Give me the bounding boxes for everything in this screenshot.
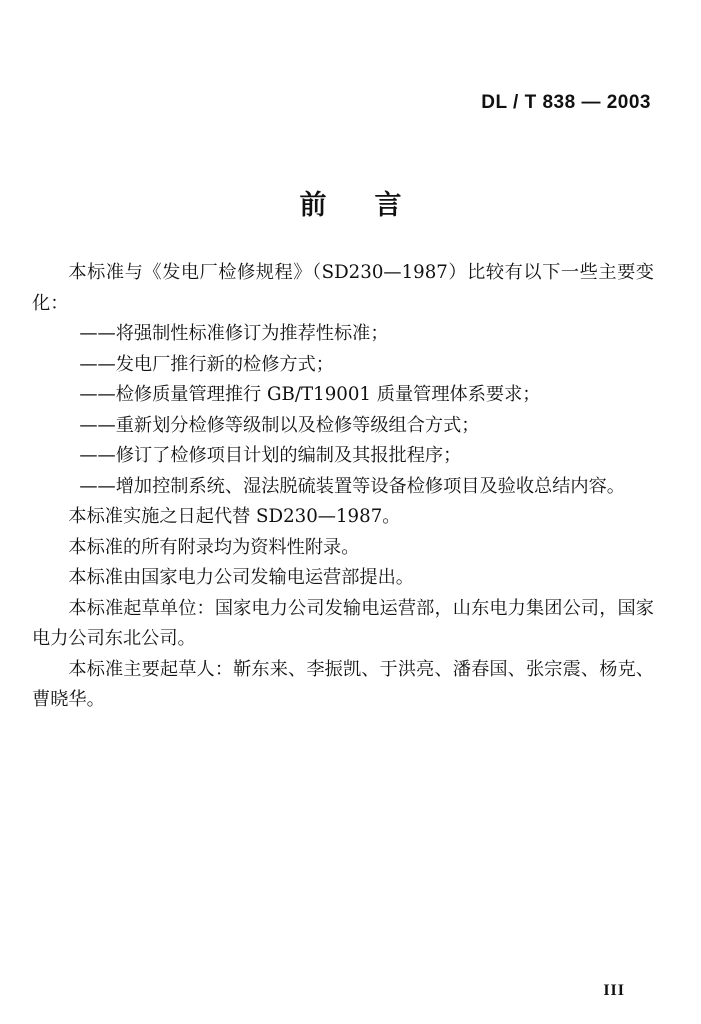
change-item: ——发电厂推行新的检修方式； bbox=[79, 353, 334, 375]
standard-code: DL / T 838 — 2003 bbox=[481, 92, 651, 113]
change-item: ——检修质量管理推行 GB/T19001 质量管理体系要求； bbox=[79, 384, 541, 405]
change-item: ——修订了检修项目计划的编制及其报批程序； bbox=[79, 445, 462, 466]
proposer-paragraph: 本标准由国家电力公司发输电运营部提出。 bbox=[68, 567, 414, 588]
change-item: ——将强制性标准修订为推荐性标准； bbox=[79, 323, 389, 344]
drafters-paragraph: 本标准主要起草人：靳东来、李振凯、于洪亮、潘春国、张宗震、杨克、曹晓华。 bbox=[32, 658, 654, 710]
page-number: III bbox=[603, 982, 625, 999]
change-item: ——增加控制系统、湿法脱硫装置等设备检修项目及验收总结内容。 bbox=[79, 475, 625, 497]
document-body bbox=[32, 258, 654, 716]
replacement-paragraph: 本标准实施之日起代替 SD230—1987。 bbox=[68, 506, 401, 527]
change-item: ——重新划分检修等级制以及检修等级组合方式； bbox=[79, 414, 480, 436]
intro-paragraph: 本标准与《发电厂检修规程》（SD230—1987）比较有以下一些主要变化： bbox=[32, 262, 654, 314]
page-title: 前言 bbox=[299, 190, 450, 221]
appendix-paragraph: 本标准的所有附录均为资料性附录。 bbox=[68, 536, 360, 558]
drafting-units-paragraph: 本标准起草单位：国家电力公司发输电运营部，山东电力集团公司，国家电力公司东北公司。 bbox=[32, 597, 654, 649]
